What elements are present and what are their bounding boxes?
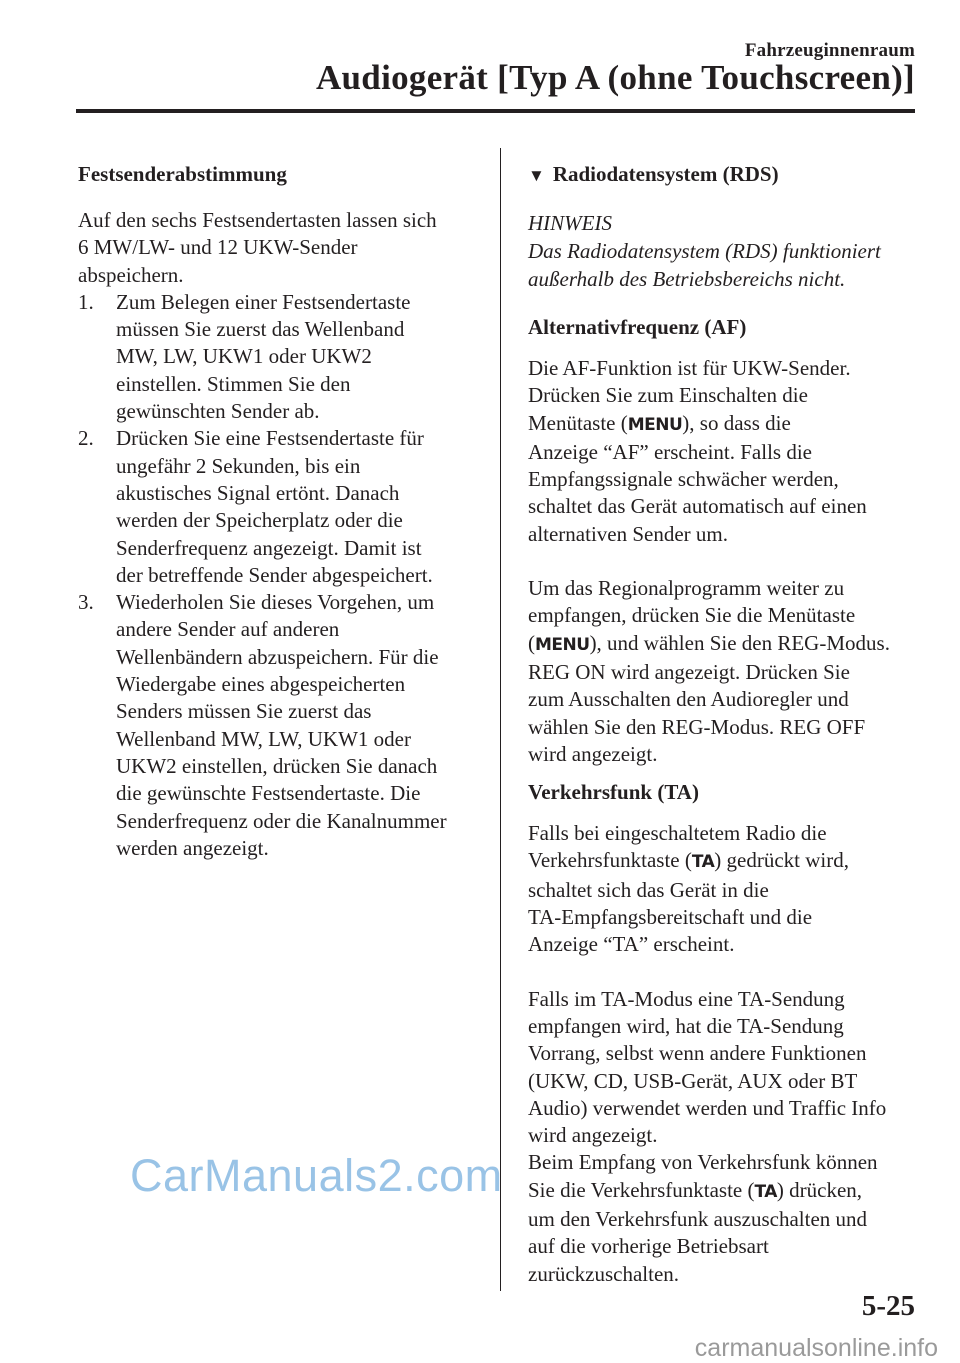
ta-button-icon: TA [691, 852, 715, 873]
preset-tuning-heading: Festsenderabstimmung [78, 162, 287, 186]
list-item [78, 425, 478, 589]
step-number: 1. [78, 289, 94, 314]
step-number: 2. [78, 426, 94, 451]
preset-intro: Auf den sechs Festsendertasten lassen sich 6 MW/LW- und 12 UKW-Sender abspeichern. [78, 208, 437, 287]
list-item [78, 289, 478, 425]
ta-paragraph-1 [528, 820, 928, 958]
step-text: Drücken Sie eine Festsendertaste für ungefähr 2 Sekunden, bis ein akustisches Signal ertönt. Danach werden der Speicherplatz oder die Senderfrequenz angezeigt. Damit ist der betreffende Sender abgespeichert. [116, 426, 433, 587]
ta-p2-text-b: ) drücken, um den Verkehrsfunk auszuschalten und auf die vorherige Betriebsart zurückzuschalten. [528, 1177, 868, 1286]
preset-steps-list [78, 289, 478, 862]
section-label: Fahrzeuginnenraum [744, 40, 915, 61]
paragraph-gap [528, 548, 928, 575]
note-label: HINWEIS [528, 211, 612, 235]
column-divider [500, 148, 501, 1291]
af-paragraph-1 [528, 355, 928, 548]
rds-heading-text: Radiodatensystem (RDS) [552, 162, 779, 186]
right-column [528, 157, 928, 1288]
step-text: Zum Belegen einer Festsendertaste müssen Sie zuerst das Wellenband MW, LW, UKW1 oder UKW2 einstellen. Stimmen Sie den gewünschten Sender ab. [116, 289, 411, 424]
paragraph-gap [528, 959, 928, 986]
step-text: Wiederholen Sie dieses Vorgehen, um andere Sender auf anderen Wellenbändern abzuspeichern. Für die Wiedergabe eines abgespeicherten Senders müssen Sie zuerst das Wellenband MW, LW, UKW1 oder UKW2 einstellen, drücken Sie danach die gewünschte Festsendertaste. Die Senderfrequenz oder die Kanalnummer werden angezeigt. [116, 590, 447, 860]
header-rule [76, 109, 915, 113]
triangle-marker-icon: ▼ [528, 166, 545, 185]
ta-p1-text-b: ) gedrückt wird, schaltet sich das Gerät in die TA-Empfangsbereitschaft und die Anzeige “TA” erscheint. [528, 848, 850, 957]
af-p1-text-b: ), so dass die Anzeige “AF” erscheint. Falls die Empfangssignale schwächer werden, schaltet das Gerät automatisch auf einen alternativen Sender um. [528, 410, 867, 546]
af-paragraph-2 [528, 575, 928, 768]
footer-watermark: carmanualsonline.info [694, 1334, 938, 1362]
ta-paragraph-2 [528, 986, 928, 1288]
step-number: 3. [78, 590, 94, 615]
af-p2-text-b: ), und wählen Sie den REG-Modus. REG ON wird angezeigt. Drücken Sie zum Ausschalten den Audioregler und wählen Sie den REG-Modus. REG OFF wird angezeigt. [528, 630, 890, 766]
chapter-title: Audiogerät [Typ A (ohne Touchscreen)] [315, 58, 915, 97]
rds-heading [528, 157, 928, 193]
watermark: CarManuals2.com [130, 1150, 503, 1201]
menu-button-icon: MENU [535, 634, 590, 655]
af-p2-text-a: Um das Regionalprogramm weiter zu empfangen, drücken Sie die Menütaste ( [528, 576, 856, 655]
af-heading: Alternativfrequenz (AF) [528, 315, 747, 339]
list-item [78, 589, 478, 862]
ta-p1-text-a: Falls bei eingeschaltetem Radio die Verkehrsfunktaste ( [528, 821, 827, 873]
menu-button-icon: MENU [627, 414, 683, 435]
ta-p2-text-a: Falls im TA-Modus eine TA-Sendung empfangen wird, hat die TA-Sendung Vorrang, selbst wenn andere Funktionen (UKW, CD, USB-Gerät, AUX oder BT Audio) verwendet werden und Traffic Info wird angezeigt. Beim Empfang von Verkehrsfunk können Sie die Verkehrsfunktaste ( [528, 986, 887, 1202]
page-number: 5-25 [861, 1290, 915, 1322]
ta-button-icon: TA [754, 1181, 777, 1202]
note-text: Das Radiodatensystem (RDS) funktioniert außerhalb des Betriebsbereichs nicht. [528, 239, 881, 291]
left-column [78, 157, 478, 862]
ta-heading: Verkehrsfunk (TA) [528, 780, 699, 805]
af-p1-text-a: Die AF-Funktion ist für UKW-Sender. Drücken Sie zum Einschalten die Menütaste ( [528, 356, 851, 435]
